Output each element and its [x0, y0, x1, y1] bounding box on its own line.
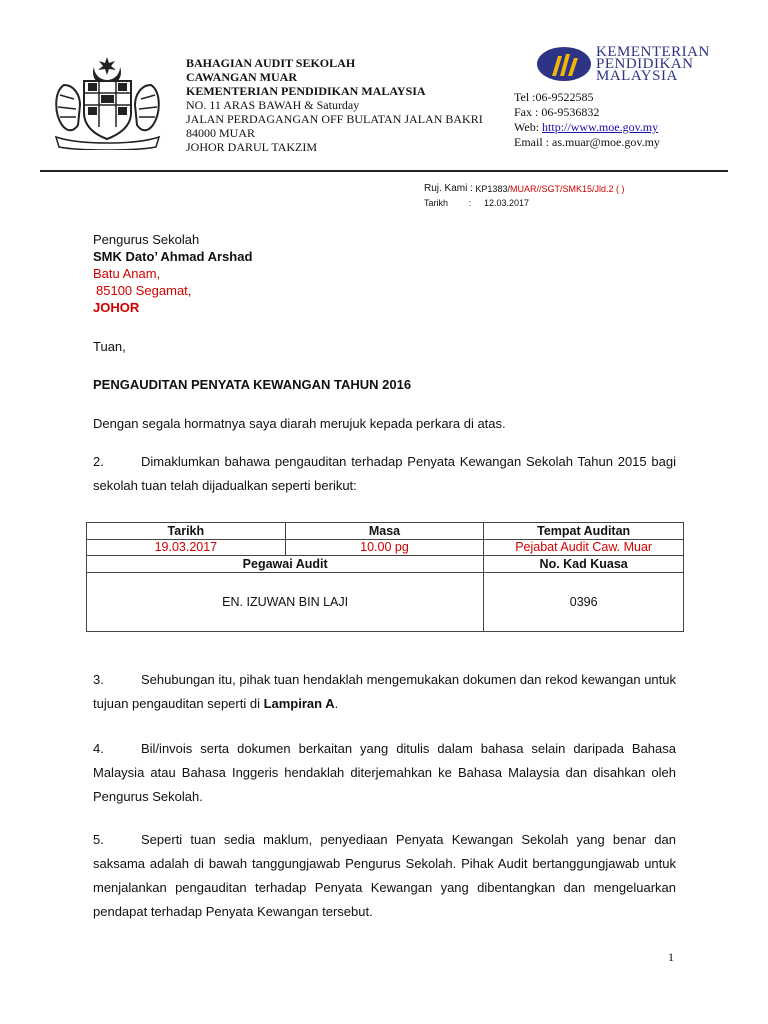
paragraph-5	[93, 828, 676, 924]
paragraph-3	[93, 668, 676, 716]
paragraph-2	[93, 450, 676, 498]
letterhead-address	[186, 56, 483, 154]
header-tarikh: Tarikh	[87, 523, 286, 540]
table-row	[87, 573, 684, 632]
audit-schedule-table	[86, 522, 684, 632]
website	[514, 120, 660, 135]
ministry-name: KEMENTERIAN PENDIDIKAN MALAYSIA	[186, 84, 426, 98]
logo-line-1: KEMENTERIAN	[596, 44, 710, 60]
table-header-row	[87, 523, 684, 540]
header-tempat: Tempat Auditan	[484, 523, 684, 540]
logo-line-3: MALAYSIA	[596, 68, 678, 84]
paragraph-2-number: 2.	[93, 454, 104, 469]
cell-time: 10.00 pg	[285, 540, 484, 556]
moe-logo-icon	[536, 46, 592, 82]
cell-date: 19.03.2017	[87, 540, 286, 556]
contact-block	[514, 90, 660, 150]
web-label: Web:	[514, 120, 543, 134]
date-row	[424, 196, 624, 210]
salutation: Tuan,	[93, 339, 126, 354]
tarikh-label: Tarikh	[424, 198, 449, 208]
opening-sentence: Dengan segala hormatnya saya diarah merujuk kepada perkara di atas.	[93, 416, 506, 431]
cell-officer: EN. IZUWAN BIN LAJI	[87, 573, 484, 632]
header-masa: Masa	[285, 523, 484, 540]
recipient-address	[93, 231, 252, 316]
tarikh-separator: :	[468, 198, 472, 208]
cell-location: Pejabat Audit Caw. Muar	[484, 540, 684, 556]
ruj-code: KP1383/	[475, 184, 510, 194]
header-divider	[40, 170, 728, 172]
paragraph-3-bold: Lampiran A	[263, 696, 335, 711]
malaysia-coat-of-arms-emblem	[50, 55, 165, 150]
letter-subject: PENGAUDITAN PENYATA KEWANGAN TAHUN 2016	[93, 377, 412, 392]
office-name: BAHAGIAN AUDIT SEKOLAH	[186, 56, 356, 70]
paragraph-4-number: 4.	[93, 741, 104, 756]
header-kad-kuasa: No. Kad Kuasa	[484, 556, 684, 573]
telephone: Tel :06-9522585	[514, 90, 594, 104]
paragraph-5-text: Seperti tuan sedia maklum, penyediaan Penyata Kewangan Sekolah yang benar dan saksama adalah di bawah tanggungjawab Pengurus Sekolah. Pihak Audit bertanggungjawab untuk menjalankan pengauditan terhadap Penyata Kewangan yang dibentangkan dan mengeluarkan pendapat terhadap Penyata Kewangan tersebut.	[93, 832, 676, 919]
fax: Fax : 06-9536832	[514, 105, 600, 119]
address-line-4: JOHOR DARUL TAKZIM	[186, 140, 318, 154]
reference-row	[424, 182, 624, 196]
page-number: 1	[668, 950, 674, 964]
moe-logo-wordmark	[596, 46, 710, 82]
paragraph-2-text: Dimaklumkan bahawa pengauditan terhadap Penyata Kewangan Sekolah Tahun 2015 bagi sekolah tuan telah dijadualkan seperti berikut:	[93, 454, 676, 493]
paragraph-5-number: 5.	[93, 832, 104, 847]
ruj-label: Ruj. Kami :	[424, 183, 473, 194]
logo-line-2: PENDIDIKAN	[596, 56, 694, 72]
paragraph-3-number: 3.	[93, 672, 104, 687]
recipient-title: Pengurus Sekolah	[93, 232, 200, 247]
recipient-line-1: Batu Anam,	[93, 266, 161, 281]
recipient-line-2: 85100 Segamat,	[96, 283, 192, 298]
email: Email : as.muar@moe.gov.my	[514, 135, 660, 149]
branch-name: CAWANGAN MUAR	[186, 70, 297, 84]
cell-card-number: 0396	[484, 573, 684, 632]
recipient-school: SMK Dato’ Ahmad Arshad	[93, 249, 253, 264]
reference-block	[424, 182, 624, 210]
paragraph-4-text: Bil/invois serta dokumen berkaitan yang ditulis dalam bahasa selain daripada Bahasa Malaysia atau Bahasa Inggeris hendaklah diterjemahkan ke Bahasa Malaysia dan disahkan oleh Pengurus Sekolah.	[93, 741, 676, 804]
address-line-2: JALAN PERDAGANGAN OFF BULATAN JALAN BAKRI	[186, 112, 483, 126]
table-row	[87, 540, 684, 556]
paragraph-3-text: Sehubungan itu, pihak tuan hendaklah mengemukakan dokumen dan rekod kewangan untuk tujuan pengauditan seperti di	[93, 672, 676, 711]
recipient-state: JOHOR	[93, 300, 140, 315]
tarikh-value: 12.03.2017	[484, 198, 530, 208]
address-line-1: NO. 11 ARAS BAWAH & Saturday	[186, 98, 360, 112]
paragraph-4	[93, 737, 676, 809]
table-header-row-2	[87, 556, 684, 573]
address-line-3: 84000 MUAR	[186, 126, 256, 140]
header-pegawai: Pegawai Audit	[87, 556, 484, 573]
ruj-code-red: MUAR//SGT/SMK15/Jld.2 ( )	[509, 184, 625, 194]
paragraph-3-end: .	[334, 696, 339, 711]
website-link[interactable]: http://www.moe.gov.my	[542, 120, 659, 134]
